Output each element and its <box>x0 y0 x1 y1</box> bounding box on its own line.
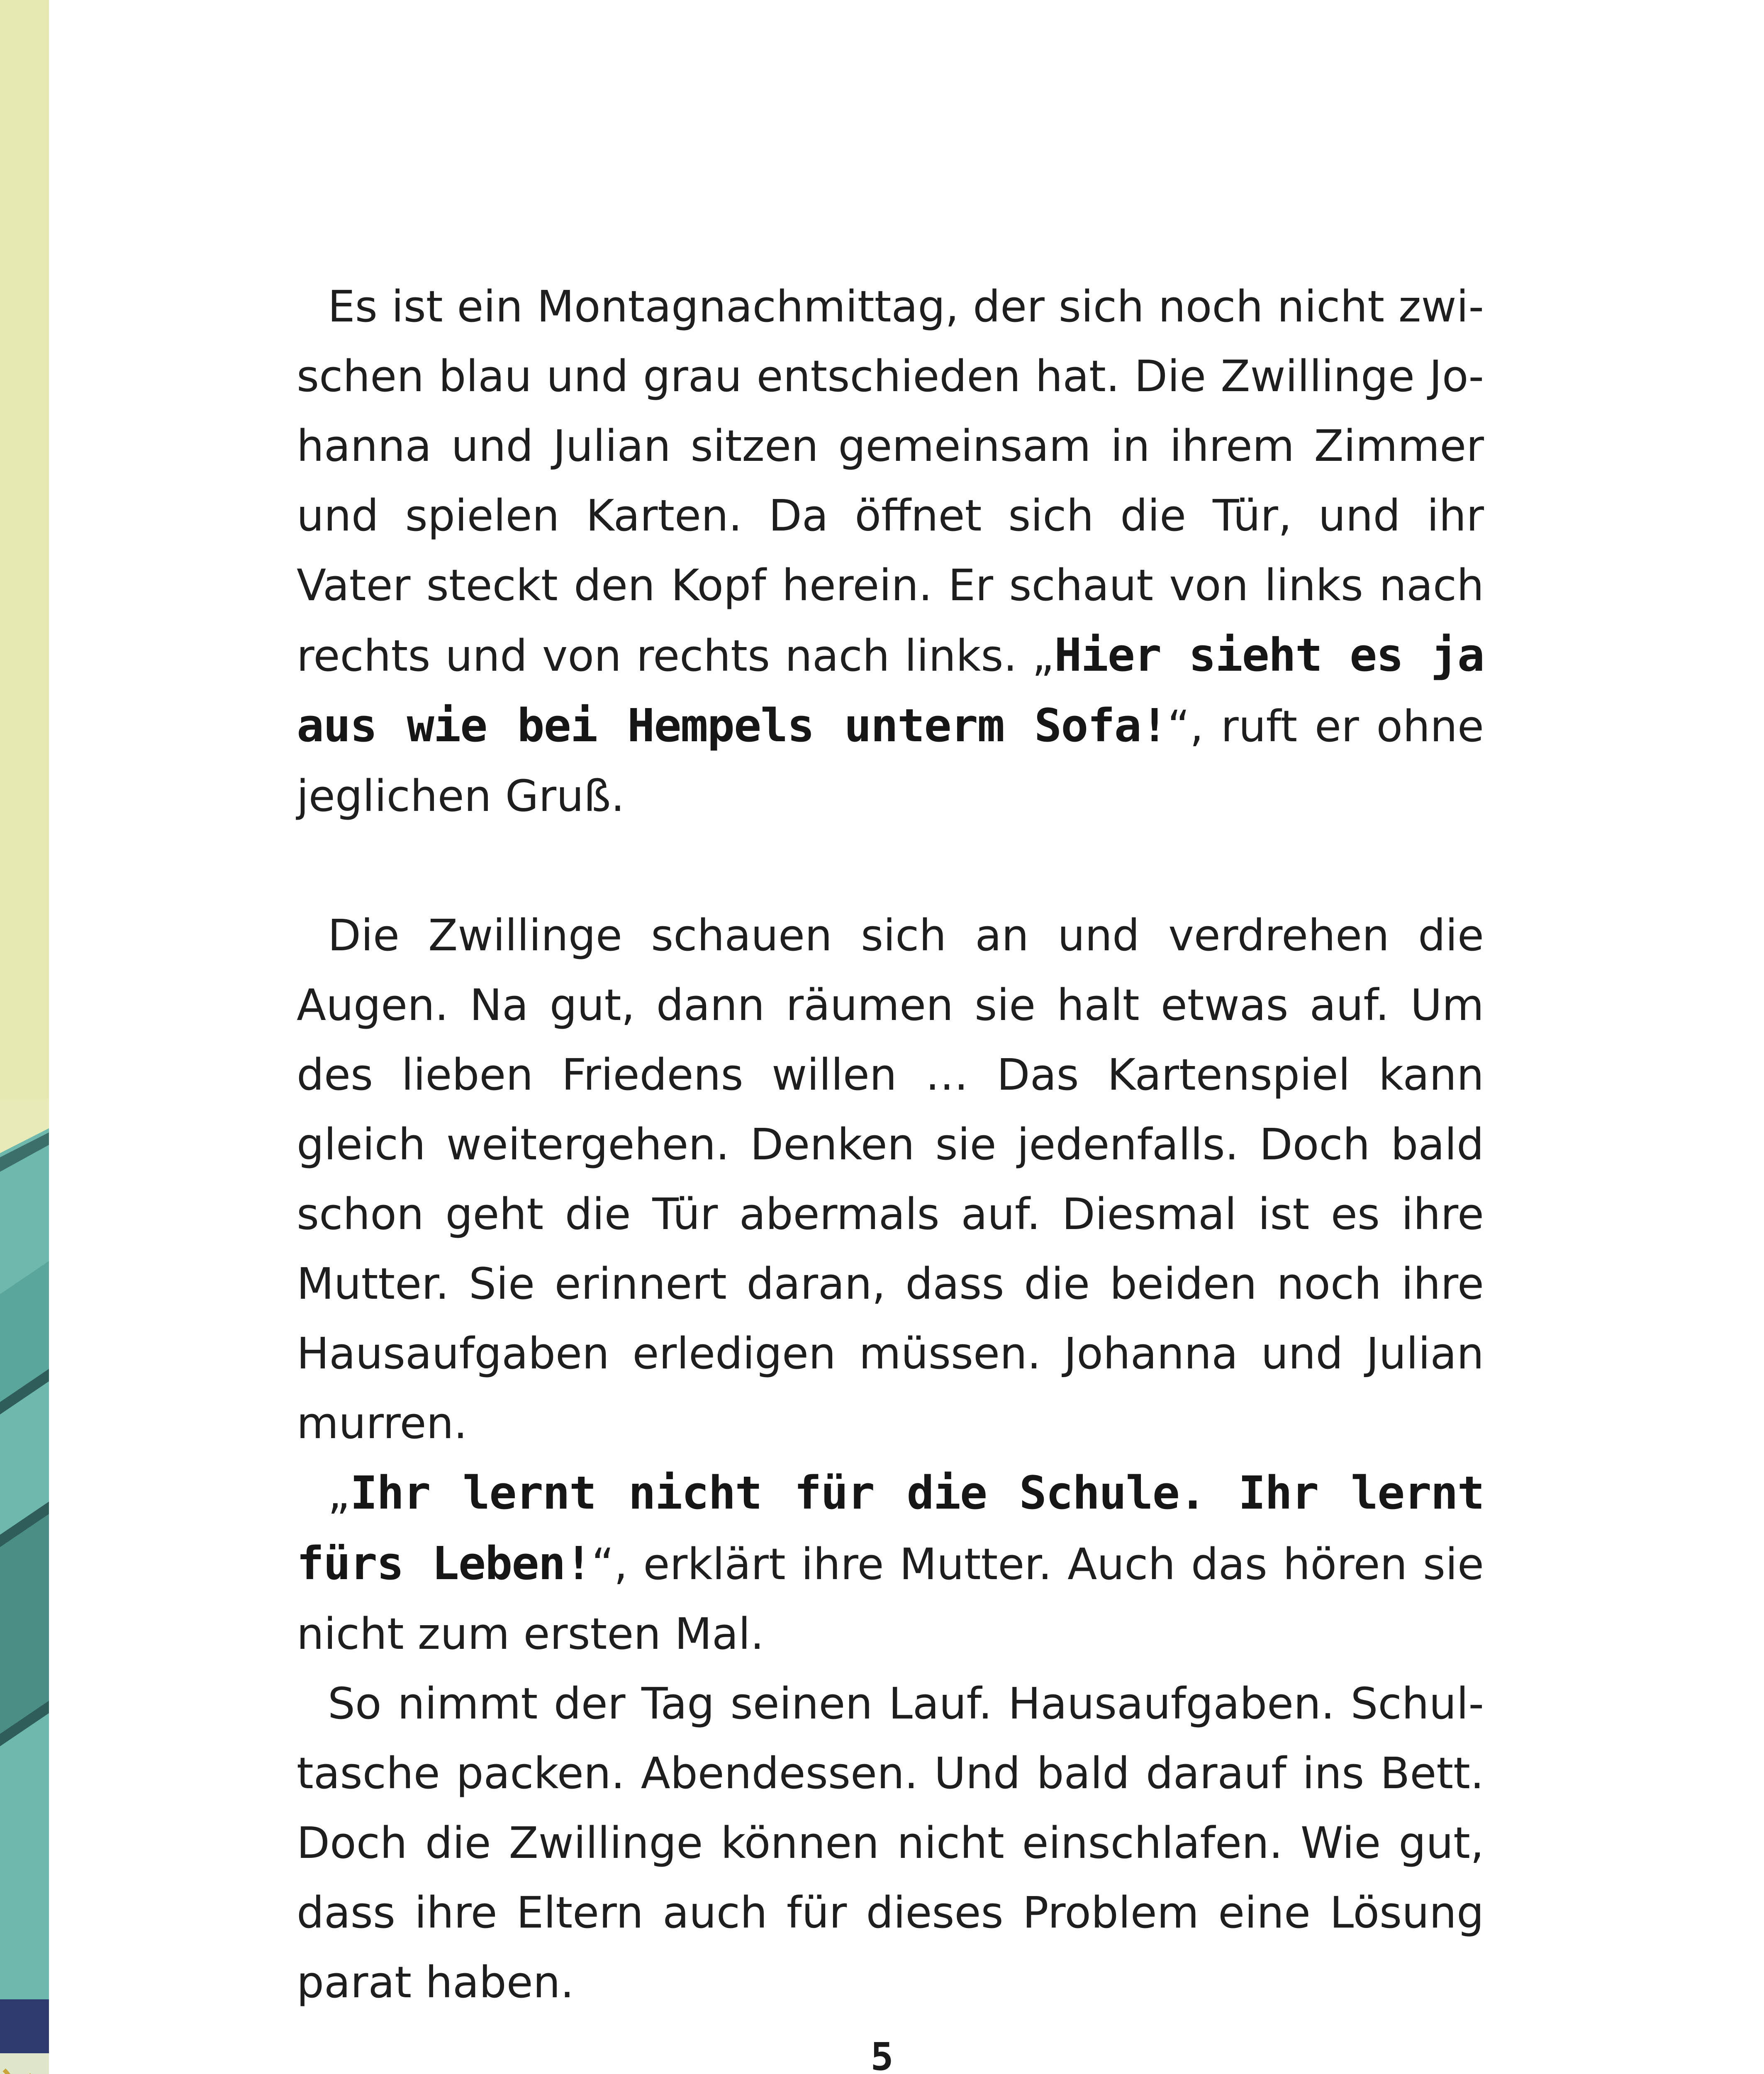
illustration-edge-art <box>0 0 49 2074</box>
paragraph-2 <box>297 901 1484 1458</box>
paragraph-1-text-after: “, ruft er ohne jeglichen Gruß. <box>297 701 1484 821</box>
paragraph-3-text-after: “, erklärt ihre Mutter. Auch das hören sie nicht zum ersten Mal. <box>297 1539 1484 1659</box>
story-text <box>297 272 1484 2017</box>
paragraph-2-text: Die Zwillinge schauen sich an und verdrehen die Augen. Na gut, dann räumen sie halt etwas auf. Um des lieben Friedens willen … Das Kartenspiel kann gleich weitergehen. Denken sie jedenfalls. Doch bald schon geht die Tür abermals auf. Diesmal ist es ihre Mutter. Sie erinnert daran, dass die beiden noch ihre Hausaufgaben erledigen müssen. Johanna und Julian murren. <box>297 910 1484 1448</box>
father-quote: Hier sieht es ja aus wie bei Hempels unterm Sofa! <box>297 628 1484 752</box>
mother-quote: Ihr lernt nicht für die Schule. Ihr lernt fürs Leben! <box>297 1466 1484 1590</box>
illustration-edge <box>0 0 49 2074</box>
paragraph-1-text-before: Es ist ein Montagnachmittag, der sich noch nicht zwischen blau und grau entschieden hat. Die Zwillinge Johanna und Julian sitzen gemeinsam in ihrem Zimmer und spielen Karten. Da öffnet sich die Tür, und ihr Vater steckt den Kopf herein. Er schaut von links nach rechts und von rechts nach links. „ <box>297 281 1484 681</box>
paragraph-3-text-before: „ <box>328 1468 350 1519</box>
paragraph-4 <box>297 1669 1484 2017</box>
paragraph-1 <box>297 272 1484 831</box>
paragraph-3 <box>297 1458 1484 1669</box>
page-number: 5 <box>870 2035 894 2074</box>
paragraph-4-text: So nimmt der Tag seinen Lauf. Hausaufgaben. Schultasche packen. Abendessen. Und bald darauf ins Bett. Doch die Zwillinge können nicht einschlafen. Wie gut, dass ihre Eltern auch für dieses Problem eine Lösung parat haben. <box>297 1678 1484 2008</box>
